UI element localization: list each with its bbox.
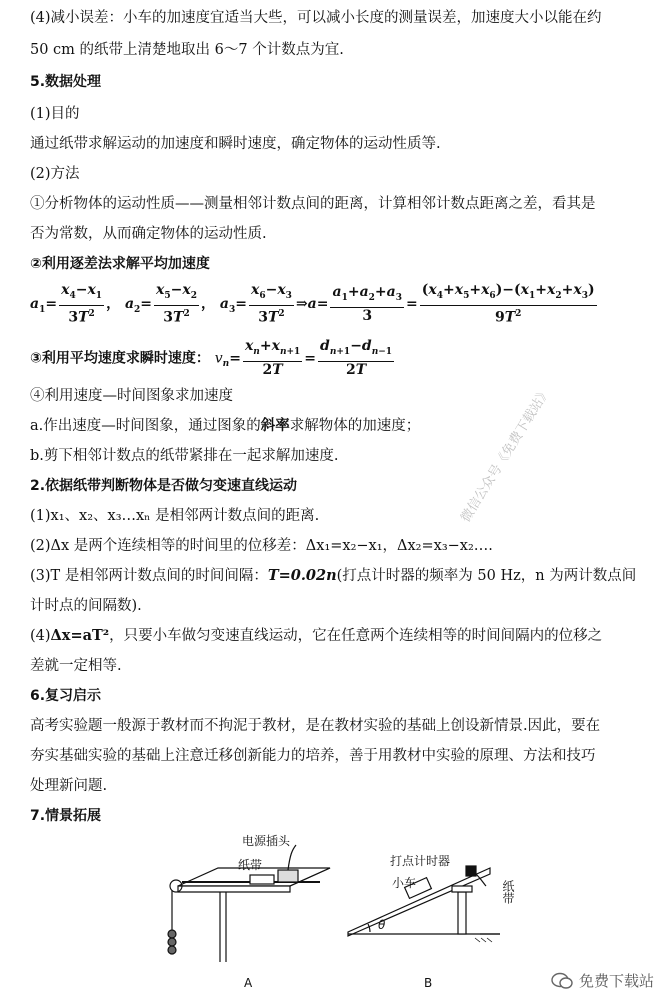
text-line: 否为常数，从而确定物体的运动性质. <box>30 226 267 242</box>
text-span: (打点计时器的频率为 50 Hz，n 为两计数点间 <box>336 568 637 584</box>
text-span: ，只要小车做匀变速直线运动，它在任意两个连续相等的时间间隔内的位移之 <box>109 628 603 644</box>
wechat-watermark <box>551 970 654 991</box>
text-line: 通过纸带求解运动的加速度和瞬时速度，确定物体的运动性质等. <box>30 136 441 152</box>
text-line <box>30 416 420 436</box>
section-heading: 6.复习启示 <box>30 688 102 704</box>
velocity-formula: ③利用平均速度求瞬时速度： $v_n=$ $\frac{x_n+x_{n+1}}{2T}$ = $\frac{d_{n+1}-d_{n-1}}{2T}$ <box>30 338 393 378</box>
text-line <box>30 626 602 646</box>
keyword-slope: 斜率 <box>260 417 290 434</box>
section-heading: 5.数据处理 <box>30 74 102 90</box>
text-line: ④利用速度—时间图象求加速度 <box>30 388 233 404</box>
text-line: 计时点的间隔数). <box>30 598 142 614</box>
figure-a-apparatus <box>160 830 340 980</box>
text-line: 高考实验题一般源于教材而不拘泥于教材，是在教材实验的基础上创设新情景.因此，要在 <box>30 718 601 734</box>
text-line: (1)目的 <box>30 106 80 122</box>
label-theta: θ <box>378 918 386 932</box>
acceleration-formula: $a_1=$ $\frac{x_4-x_1}{3T^2}$ ， $a_2=$ $\frac{x_5-x_2}{3T^2}$ ， $a_3=$ $\frac{x_6-x_3}{3T^2}$ ⇒a= $\frac{a_1+a_2+a_3}{3}$ = $\frac{(x_4+x_5+x_6)-(x_1+x_2+x_3)}{9T^2}$ <box>30 282 595 326</box>
text-line: (1)x₁、x₂、x₃…xₙ 是相邻两计数点间的距离. <box>30 508 320 524</box>
text-line: 夯实基础实验的基础上注意迁移创新能力的培养，善于用教材中实验的原理、方法和技巧 <box>30 748 596 764</box>
label-tape-b: 纸带 <box>501 880 515 904</box>
label-cart: 小车 <box>392 876 417 890</box>
caption-b: B <box>424 976 433 990</box>
section-heading: 2.依据纸带判断物体是否做匀变速直线运动 <box>30 478 298 494</box>
caption-a: A <box>244 976 253 990</box>
text-span: (4) <box>30 628 51 644</box>
label-tape: 纸带 <box>238 858 263 872</box>
method-heading: ②利用逐差法求解平均加速度 <box>30 256 210 272</box>
wechat-icon <box>551 972 573 990</box>
text-line: (2)方法 <box>30 166 80 182</box>
text-span: (3)T 是相邻两计数点间的时间间隔： <box>30 568 268 584</box>
section-heading: 7.情景拓展 <box>30 808 102 824</box>
text-line <box>30 566 636 586</box>
method-heading: ③利用平均速度求瞬时速度： <box>30 350 210 367</box>
label-timer: 打点计时器 <box>390 854 451 868</box>
text-span: a.作出速度—时间图象，通过图象的 <box>30 418 261 434</box>
text-line: (4)减小误差：小车的加速度宜适当大些，可以减小长度的测量误差，加速度大小以能在约 <box>30 10 602 26</box>
watermark-logo-text: 免费下载站 <box>578 972 654 990</box>
text-line: 差就一定相等. <box>30 658 122 674</box>
watermark-text: 微信公众号《免费下载站》 <box>458 384 554 526</box>
text-line: ①分析物体的运动性质——测量相邻计数点间的距离，计算相邻计数点距离之差，看其是 <box>30 196 596 212</box>
label-power-plug: 电源插头 <box>242 834 291 848</box>
text-line: (2)Δx 是两个连续相等的时间里的位移差：Δx₁=x₂−x₁，Δx₂=x₃−x₂…. <box>30 538 493 554</box>
text-line: b.剪下相邻计数点的纸带紧排在一起求解加速度. <box>30 448 339 464</box>
text-line: 处理新问题. <box>30 778 108 794</box>
text-line: 50 cm 的纸带上清楚地取出 6～7 个计数点为宜. <box>30 42 344 58</box>
displacement-formula: Δx=aT² <box>50 627 110 644</box>
period-formula: T=0.02n <box>267 567 337 584</box>
text-span: 求解物体的加速度； <box>289 418 421 434</box>
